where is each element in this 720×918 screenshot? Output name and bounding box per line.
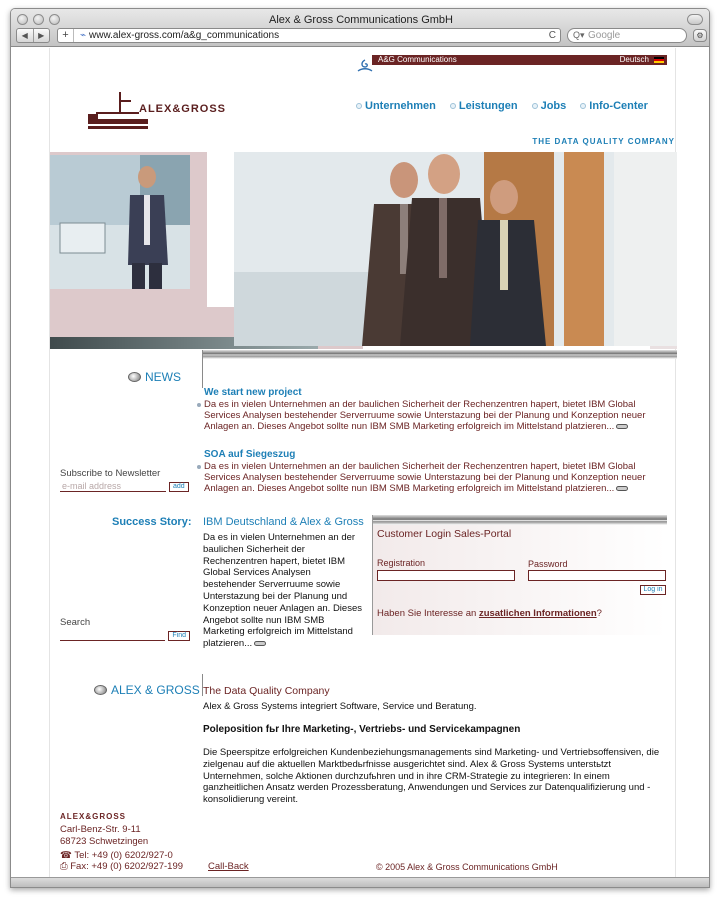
- logo-text: ALEX&GROSS: [139, 103, 227, 115]
- forward-button[interactable]: ▶: [33, 29, 50, 42]
- success-story-title[interactable]: IBM Deutschland & Alex & Gross: [203, 516, 364, 528]
- nav-item-jobs[interactable]: Jobs: [532, 100, 567, 112]
- news-title[interactable]: We start new project: [204, 387, 302, 398]
- company-logo[interactable]: [88, 92, 248, 136]
- footer-tel: Tel: +49 (0) 6202/927-0: [74, 850, 173, 861]
- tagline: THE DATA QUALITY COMPANY: [532, 137, 675, 146]
- login-button[interactable]: Log in: [640, 585, 666, 595]
- copyright: © 2005 Alex & Gross Communications GmbH: [376, 862, 558, 872]
- toolbar-toggle-button[interactable]: [687, 14, 703, 25]
- find-button[interactable]: Find: [168, 631, 190, 641]
- additional-info-link[interactable]: zusatlichen Informationen: [478, 608, 597, 619]
- read-more-icon[interactable]: [616, 424, 628, 429]
- news-heading: NEWS: [128, 370, 181, 384]
- footer-address: [60, 824, 148, 848]
- footer-contact: [60, 850, 183, 872]
- footer-city: 68723 Schwetzingen: [60, 836, 149, 847]
- section-bullet-icon: [128, 372, 141, 382]
- nav-item-unternehmen[interactable]: Unternehmen: [356, 100, 436, 112]
- main-navigation: [356, 100, 648, 112]
- history-buttons: [16, 28, 50, 43]
- title-bar: [11, 9, 710, 47]
- success-story-heading: Success Story:: [112, 516, 192, 528]
- site-search-input[interactable]: [60, 630, 165, 641]
- about-subheading: Poleposition fьr Ihre Marketing-, Vertriebs- und Servicekampagnen: [203, 724, 521, 735]
- german-flag-icon[interactable]: [654, 57, 664, 63]
- gear-icon[interactable]: ⚙: [693, 29, 707, 42]
- password-label: Password: [528, 559, 568, 569]
- topbar-company: A&G Communications: [378, 55, 457, 64]
- nav-bullet-icon: [450, 103, 456, 109]
- fax-icon: ⎙: [60, 861, 71, 872]
- window-title: Alex & Gross Communications GmbH: [269, 14, 453, 26]
- footer-street: Carl-Benz-Str. 9-11: [60, 824, 141, 835]
- login-panel: [372, 515, 667, 635]
- browser-search-input[interactable]: [567, 28, 687, 43]
- newsletter-add-button[interactable]: add: [169, 482, 189, 492]
- about-heading: ALEX & GROSS: [94, 683, 200, 697]
- login-title: Customer Login Sales-Portal: [377, 528, 512, 540]
- login-info-text: Haben Sie Interesse an zusatlichen Informationen?: [377, 608, 602, 619]
- news-title[interactable]: SOA auf Siegeszug: [204, 449, 296, 460]
- search-label: Search: [60, 617, 91, 628]
- search-icon: Q▾: [573, 30, 585, 40]
- password-input[interactable]: [528, 570, 666, 581]
- about-title: The Data Quality Company: [203, 685, 330, 697]
- news-item: [194, 449, 668, 494]
- reload-icon[interactable]: C: [548, 30, 556, 41]
- nav-bullet-icon: [532, 103, 538, 109]
- news-item: [194, 387, 668, 432]
- news-divider: [202, 350, 677, 362]
- nav-bullet-icon: [580, 103, 586, 109]
- status-bar: [11, 877, 710, 887]
- nav-bullet-icon: [356, 103, 362, 109]
- hero-photo-business-team: [234, 152, 677, 346]
- newsletter-email-input[interactable]: e-mail address: [60, 481, 166, 492]
- read-more-icon[interactable]: [254, 641, 266, 646]
- nav-item-leistungen[interactable]: Leistungen: [450, 100, 518, 112]
- registration-label: Registration: [377, 558, 426, 568]
- read-more-icon[interactable]: [616, 486, 628, 491]
- top-bar: [372, 55, 667, 65]
- newsletter-label: Subscribe to Newsletter: [60, 468, 161, 479]
- hero-banner: [50, 152, 677, 349]
- browser-window: [10, 8, 710, 888]
- phone-icon: ☎: [60, 850, 75, 861]
- success-story-body: Da es in vielen Unternehmen an der baulichen Sicherheit der Rechenzentren hapert, bietet IBM Global Services Analysen bestehender Serverruume sowie Unterstazung bei der Planung und Konzeption neuer Anlagen an. Dieses Angebot sollte nun IBM SMB Marketing erfolgreich im Mittelstand platzieren...: [203, 532, 362, 650]
- site-search-form: [60, 617, 190, 641]
- newsletter-form: [60, 468, 190, 492]
- registration-input[interactable]: [377, 570, 515, 581]
- footer-fax: Fax: +49 (0) 6202/927-199: [70, 861, 184, 872]
- callback-link[interactable]: Call-Back: [208, 861, 249, 872]
- about-intro: Alex & Gross Systems integriert Software, Service und Beratung.: [203, 701, 477, 712]
- search-placeholder: Google: [588, 30, 621, 41]
- address-bar[interactable]: [57, 28, 561, 43]
- section-bullet-icon: [94, 685, 107, 695]
- hero-photo-phone-call: [50, 155, 190, 289]
- nav-item-info-center[interactable]: Info-Center: [580, 100, 648, 112]
- site-favicon-icon: ⌁: [80, 30, 87, 41]
- back-button[interactable]: ◀: [21, 31, 28, 40]
- url-field[interactable]: ⌁ www.alex-gross.com/a&g_communications: [80, 30, 280, 41]
- news-body: Da es in vielen Unternehmen an der baulichen Sicherheit der Rechenzentren hapert, bietet IBM Global Services Analysen bestehender Serverruume sowie Unterstazung bei der Planung und Konzeption neuer Anlagen an. Dieses Angebot sollte nun IBM SMB Marketing erfolgreich im Mittelstand platzieren...: [194, 399, 668, 432]
- about-body: Die Speerspitze erfolgreichen Kundenbeziehungsmanagements sind Marketing- und Vertriebsoffensiven, die zielgenau auf die aktuellen Marktbedьrfnisse ausgerichtet sind. Alex & Gross Systems unterstьtzt Unternehmen, solche Aktionen durchzufьhren und in ihre CRM-Strategie zu integrieren: In einem ganzheitlichen Ansatz werden Prozessberatung, Anwendungen und Services zur Datenqualifizierung und -konsolidierung vereint.: [203, 747, 660, 806]
- footer-logo[interactable]: ALEX&GROSS: [60, 812, 127, 821]
- add-bookmark-icon[interactable]: +: [58, 29, 74, 42]
- language-switch[interactable]: Deutsch: [619, 55, 649, 64]
- news-body: Da es in vielen Unternehmen an der baulichen Sicherheit der Rechenzentren hapert, bietet IBM Global Services Analysen bestehender Serverruume sowie Unterstazung bei der Planung und Konzeption neuer Anlagen an. Dieses Angebot sollte nun IBM SMB Marketing erfolgreich im Mittelstand platzieren...: [194, 461, 668, 494]
- web-page: [49, 48, 676, 878]
